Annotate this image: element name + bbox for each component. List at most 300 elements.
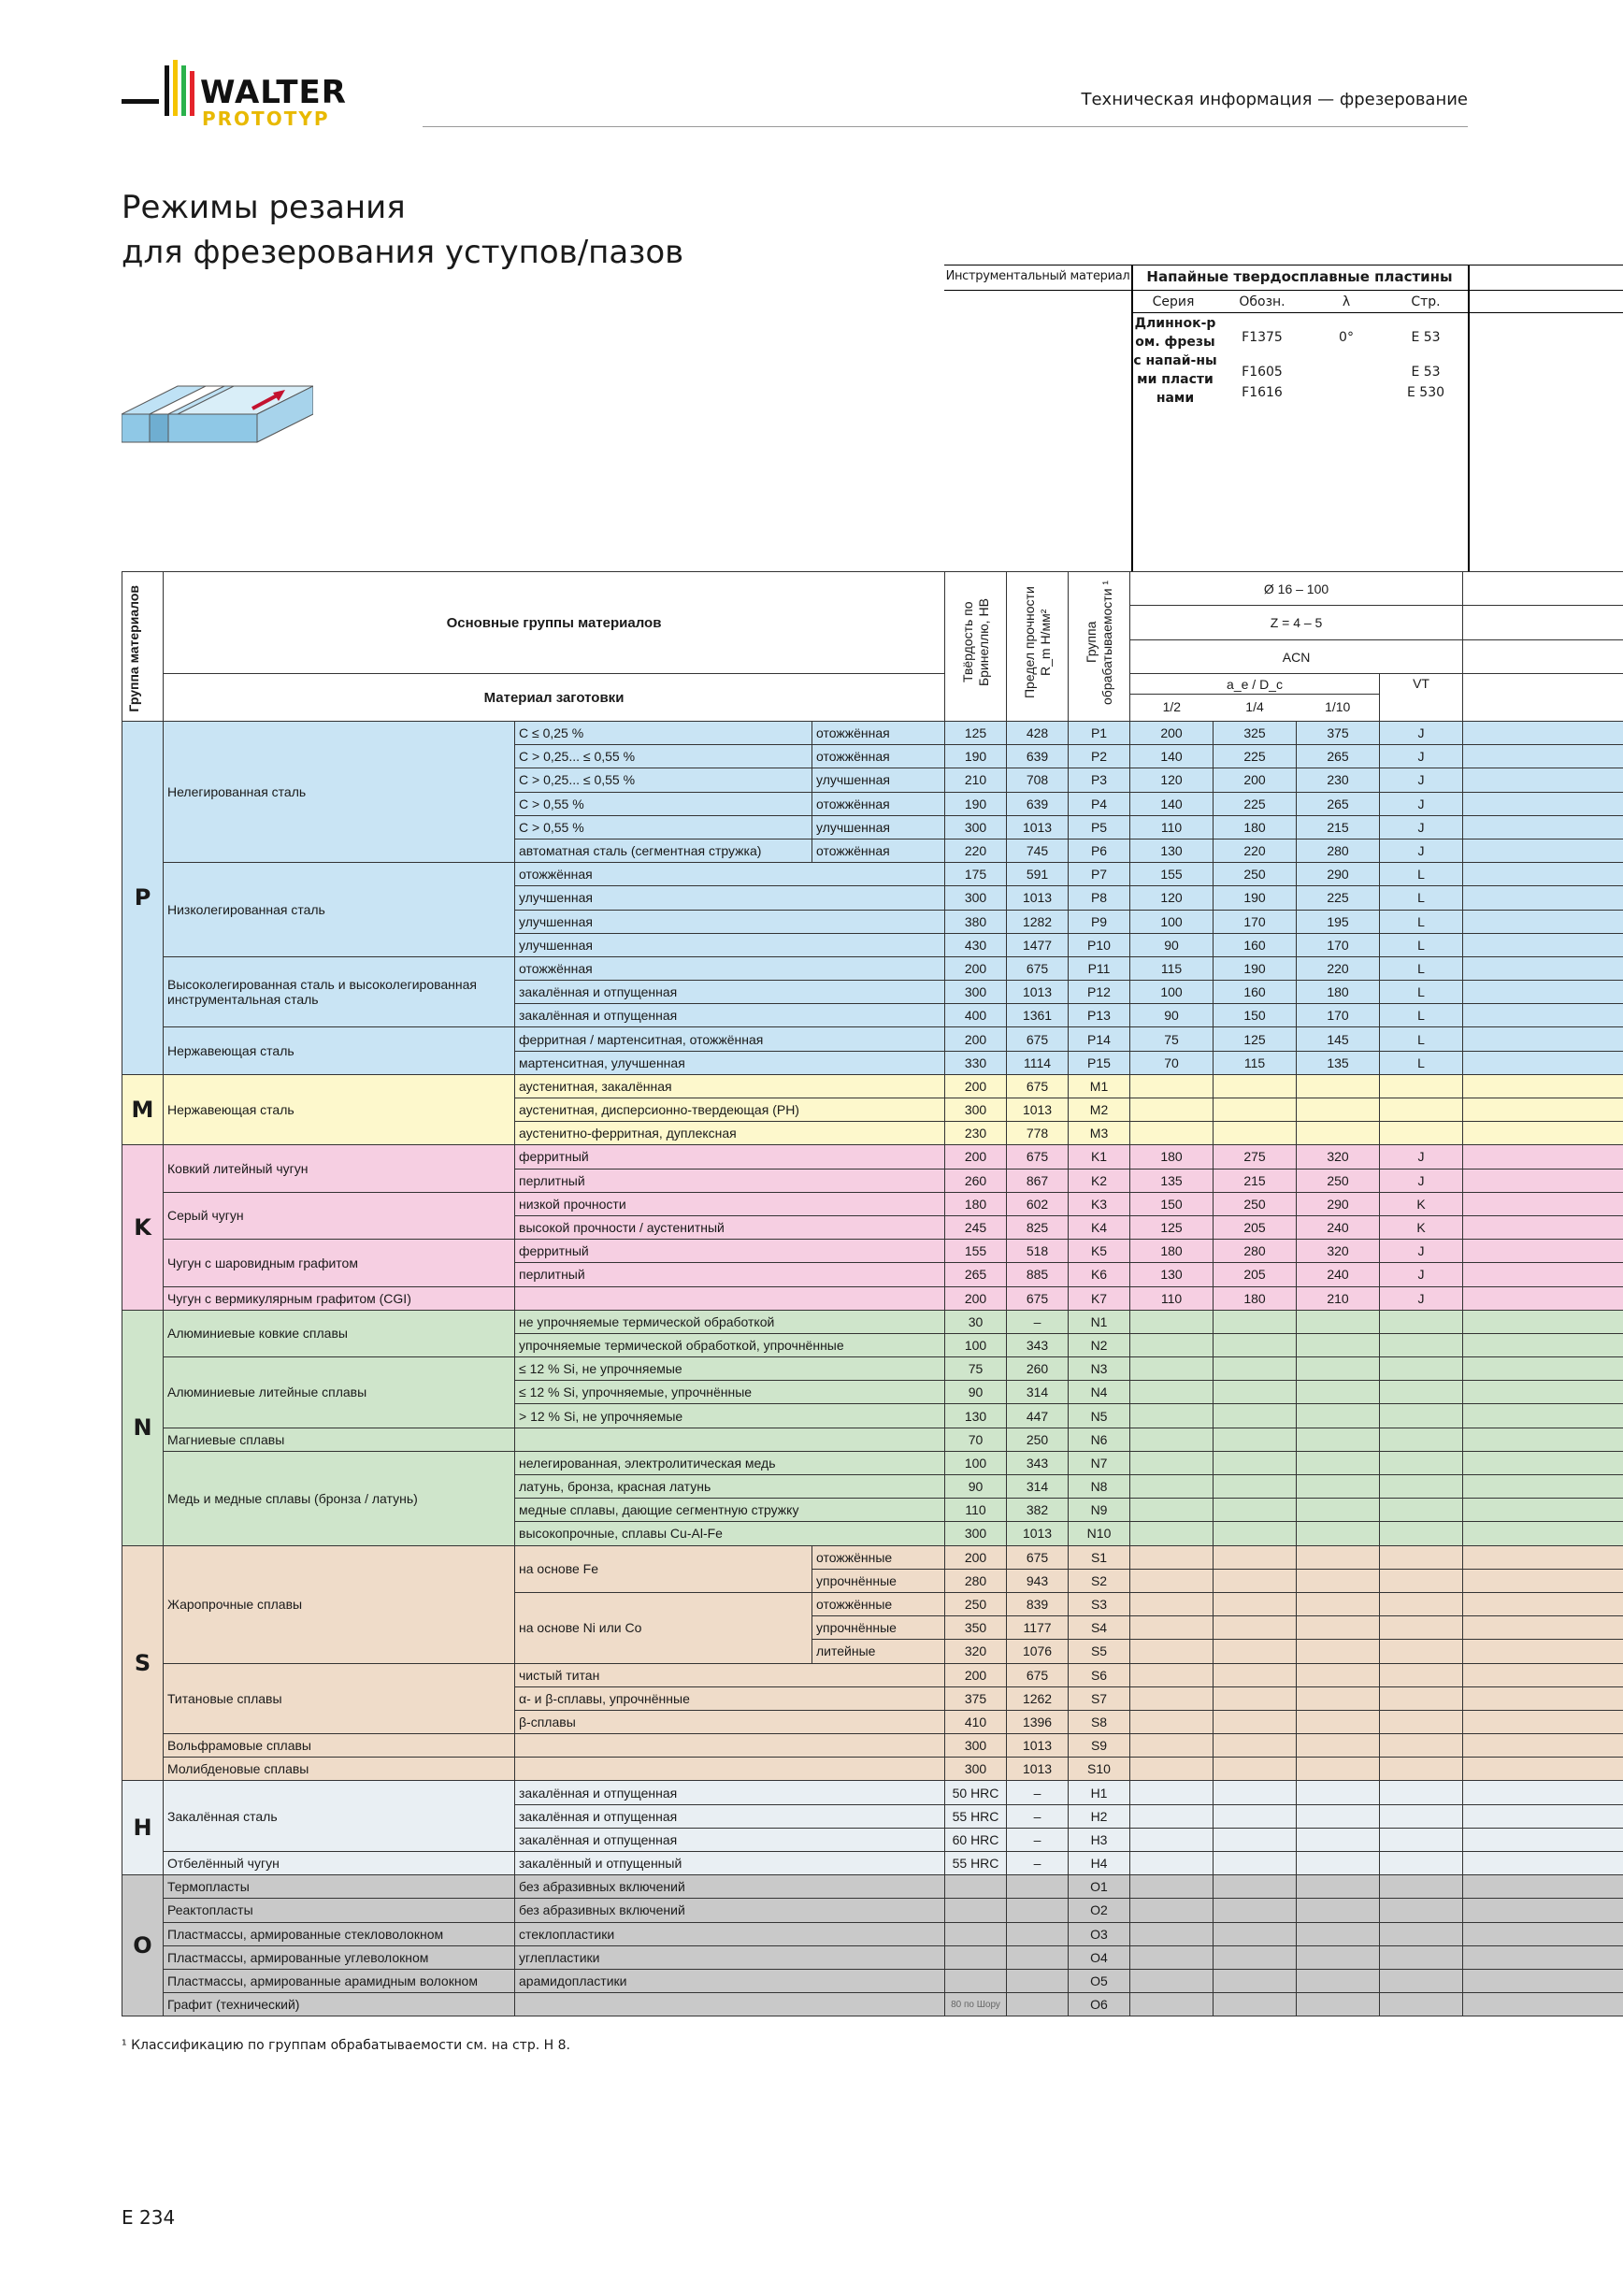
vc-ratio-1-10	[1297, 1781, 1380, 1804]
material-subtype: без абразивных включений	[515, 1899, 945, 1922]
vc-ratio-1-2	[1130, 1357, 1214, 1381]
vc-ratio-1-4	[1214, 1404, 1297, 1428]
vc-ratio-1-10	[1297, 1993, 1380, 2016]
vc-ratio-1-10: 195	[1297, 910, 1380, 933]
machinability-group: P12	[1069, 981, 1130, 1004]
tensile-strength: 745	[1007, 839, 1069, 862]
empty-cell	[1463, 1381, 1623, 1404]
material-group-letter: N	[122, 1310, 164, 1545]
empty-cell	[1463, 1640, 1623, 1663]
vt-value	[1380, 1522, 1463, 1545]
table-row	[122, 1027, 1623, 1051]
vt-value	[1380, 1616, 1463, 1640]
vc-ratio-1-2: 90	[1130, 933, 1214, 956]
ratio-3: 1/10	[1325, 699, 1351, 715]
vc-ratio-1-10	[1297, 1758, 1380, 1781]
machinability-group: O1	[1069, 1875, 1130, 1899]
tensile-strength: 1013	[1007, 886, 1069, 910]
material-name: Нержавеющая сталь	[164, 1074, 515, 1145]
vc-ratio-1-10	[1297, 1404, 1380, 1428]
empty-cell	[1463, 1499, 1623, 1522]
vc-ratio-1-2	[1130, 1875, 1214, 1899]
ratio-1: 1/2	[1162, 699, 1182, 715]
material-name: Чугун с вермикулярным графитом (CGI)	[164, 1286, 515, 1310]
hardness-hb: 50 HRC	[945, 1781, 1007, 1804]
vc-ratio-1-2	[1130, 1592, 1214, 1615]
empty-cell	[1463, 1145, 1623, 1169]
vc-ratio-1-2	[1130, 1969, 1214, 1992]
vc-ratio-1-4: 115	[1214, 1051, 1297, 1074]
vt-value: K	[1380, 1215, 1463, 1239]
vc-ratio-1-2	[1130, 1522, 1214, 1545]
machinability-group: N4	[1069, 1381, 1130, 1404]
material-subtype	[515, 1286, 945, 1310]
vc-ratio-1-4: 225	[1214, 792, 1297, 815]
hardness-hb	[945, 1969, 1007, 1992]
material-subtype: улучшенная	[515, 933, 945, 956]
page-title-line-2: для фрезерования уступов/пазов	[122, 234, 684, 271]
vc-ratio-1-2: 70	[1130, 1051, 1214, 1074]
vc-ratio-1-10: 240	[1297, 1215, 1380, 1239]
vc-ratio-1-2	[1130, 1404, 1214, 1428]
empty-cell	[1463, 1875, 1623, 1899]
vt-value	[1380, 1428, 1463, 1451]
hardness-hb: 330	[945, 1051, 1007, 1074]
material-subtype: ≤ 12 % Si, упрочняемые, упрочнённые	[515, 1381, 945, 1404]
vc-ratio-1-2	[1130, 1758, 1214, 1781]
vc-ratio-1-10: 280	[1297, 839, 1380, 862]
vt-value	[1380, 1969, 1463, 1992]
hardness-hb: 90	[945, 1475, 1007, 1499]
vt-value	[1380, 1993, 1463, 2016]
vc-ratio-1-4	[1214, 1828, 1297, 1851]
hardness-hb: 320	[945, 1640, 1007, 1663]
machinability-group: S2	[1069, 1569, 1130, 1592]
table-row	[122, 1899, 1623, 1922]
hardness-hb: 75	[945, 1357, 1007, 1381]
table-row	[122, 1286, 1623, 1310]
vc-ratio-1-4: 200	[1214, 768, 1297, 792]
vc-ratio-1-4: 190	[1214, 956, 1297, 980]
machinability-group: O2	[1069, 1899, 1130, 1922]
vt-value	[1380, 1451, 1463, 1474]
ae-dc-header	[1130, 674, 1380, 722]
hardness-hb: 55 HRC	[945, 1804, 1007, 1828]
empty-cell	[1463, 1899, 1623, 1922]
tensile-strength: 314	[1007, 1381, 1069, 1404]
hardness-hb: 410	[945, 1710, 1007, 1733]
tensile-strength: 1114	[1007, 1051, 1069, 1074]
table-row	[122, 1781, 1623, 1804]
vc-ratio-1-2	[1130, 1310, 1214, 1333]
vt-value: J	[1380, 1169, 1463, 1192]
table-row	[122, 1240, 1623, 1263]
machinability-group: P8	[1069, 886, 1130, 910]
vt-value: J	[1380, 839, 1463, 862]
vc-ratio-1-4	[1214, 1545, 1297, 1569]
empty-cell	[1463, 1734, 1623, 1758]
machinability-group: N6	[1069, 1428, 1130, 1451]
machinability-group: O5	[1069, 1969, 1130, 1992]
material-subtype: ферритная / мартенситная, отожжённая	[515, 1027, 945, 1051]
vc-ratio-1-2: 110	[1130, 815, 1214, 839]
material-subtype: C > 0,55 %	[515, 815, 812, 839]
col-page: Стр.	[1411, 294, 1441, 309]
vt-value: L	[1380, 1051, 1463, 1074]
vc-ratio-1-4	[1214, 1875, 1297, 1899]
vt-value: L	[1380, 886, 1463, 910]
vt-value	[1380, 1074, 1463, 1098]
material-group-letter: P	[122, 722, 164, 1075]
table-row	[122, 1758, 1623, 1781]
vt-value	[1380, 1758, 1463, 1781]
empty-cell	[1463, 1451, 1623, 1474]
material-subtype	[515, 1993, 945, 2016]
vc-ratio-1-10: 135	[1297, 1051, 1380, 1074]
vc-ratio-1-4	[1214, 1781, 1297, 1804]
machinability-group: P2	[1069, 745, 1130, 768]
vc-ratio-1-10	[1297, 1451, 1380, 1474]
table-row	[122, 722, 1623, 745]
table-row	[122, 1545, 1623, 1569]
material-subtype	[515, 1758, 945, 1781]
hardness-hb: 100	[945, 1451, 1007, 1474]
tensile-strength: 1013	[1007, 1758, 1069, 1781]
vc-ratio-1-10	[1297, 1333, 1380, 1356]
vt-value	[1380, 1357, 1463, 1381]
vc-ratio-1-4: 215	[1214, 1169, 1297, 1192]
material-name: Медь и медные сплавы (бронза / латунь)	[164, 1451, 515, 1545]
material-subtype: медные сплавы, дающие сегментную стружку	[515, 1499, 945, 1522]
z-header: Z = 4 – 5	[1130, 606, 1463, 639]
mg-header: Группа обрабатываемости ¹	[1069, 572, 1130, 722]
material-name: Ковкий литейный чугун	[164, 1145, 515, 1192]
tool-row-3-code: F1616	[1242, 385, 1283, 400]
material-subtype: перлитный	[515, 1263, 945, 1286]
vc-ratio-1-10	[1297, 1640, 1380, 1663]
tensile-strength	[1007, 1922, 1069, 1945]
vc-ratio-1-10: 240	[1297, 1263, 1380, 1286]
machinability-group: K1	[1069, 1145, 1130, 1169]
empty-cell	[1463, 1333, 1623, 1356]
main-groups-header: Основные группы материалов	[164, 572, 945, 674]
empty-cell	[1463, 1922, 1623, 1945]
vc-ratio-1-10	[1297, 1098, 1380, 1122]
logo-sub: PROTOTYP	[202, 108, 330, 130]
empty-cell	[1463, 745, 1623, 768]
machinability-group: S3	[1069, 1592, 1130, 1615]
hardness-hb: 300	[945, 981, 1007, 1004]
vc-ratio-1-2	[1130, 1734, 1214, 1758]
vc-ratio-1-10	[1297, 1945, 1380, 1969]
tensile-strength: 1477	[1007, 933, 1069, 956]
vc-ratio-1-10	[1297, 1734, 1380, 1758]
machinability-group: P3	[1069, 768, 1130, 792]
table-row	[122, 1922, 1623, 1945]
table-row	[122, 1357, 1623, 1381]
vt-value: J	[1380, 745, 1463, 768]
machinability-group: H1	[1069, 1781, 1130, 1804]
material-condition: улучшенная	[812, 768, 945, 792]
material-subtype: высокой прочности / аустенитный	[515, 1215, 945, 1239]
empty-cell	[1463, 863, 1623, 886]
vc-ratio-1-10	[1297, 1663, 1380, 1686]
tensile-strength: 839	[1007, 1592, 1069, 1615]
empty-cell	[1463, 1522, 1623, 1545]
vt-value: J	[1380, 1145, 1463, 1169]
vc-ratio-1-2	[1130, 1804, 1214, 1828]
hardness-hb: 380	[945, 910, 1007, 933]
empty-cell	[1463, 1663, 1623, 1686]
col-lambda: λ	[1342, 294, 1351, 309]
tensile-strength: 518	[1007, 1240, 1069, 1263]
vc-ratio-1-2: 180	[1130, 1145, 1214, 1169]
vc-ratio-1-10: 290	[1297, 1192, 1380, 1215]
vc-ratio-1-4: 160	[1214, 981, 1297, 1004]
vc-ratio-1-4: 250	[1214, 1192, 1297, 1215]
material-subtype: латунь, бронза, красная латунь	[515, 1475, 945, 1499]
hardness-hb: 60 HRC	[945, 1828, 1007, 1851]
vt-value	[1380, 1663, 1463, 1686]
material-condition: упрочнённые	[812, 1569, 945, 1592]
hardness-hb	[945, 1945, 1007, 1969]
vc-ratio-1-2	[1130, 1781, 1214, 1804]
material-subtype: ферритный	[515, 1145, 945, 1169]
vc-ratio-1-2	[1130, 1098, 1214, 1122]
table-row	[122, 1734, 1623, 1758]
grade-header: ACN	[1130, 639, 1463, 673]
material-subtype: на основе Fe	[515, 1545, 812, 1592]
material-condition: улучшенная	[812, 815, 945, 839]
vt-value	[1380, 1475, 1463, 1499]
tensile-strength: 1013	[1007, 1734, 1069, 1758]
empty-cell	[1463, 1074, 1623, 1098]
hardness-hb: 70	[945, 1428, 1007, 1451]
vc-ratio-1-2: 120	[1130, 886, 1214, 910]
tensile-strength: 825	[1007, 1215, 1069, 1239]
tensile-strength: 675	[1007, 1074, 1069, 1098]
vc-ratio-1-4	[1214, 1357, 1297, 1381]
vc-ratio-1-10	[1297, 1475, 1380, 1499]
vc-ratio-1-2: 75	[1130, 1027, 1214, 1051]
hardness-hb: 430	[945, 933, 1007, 956]
hardness-hb: 210	[945, 768, 1007, 792]
vc-ratio-1-4	[1214, 1663, 1297, 1686]
vc-ratio-1-4	[1214, 1592, 1297, 1615]
vt-value	[1380, 1804, 1463, 1828]
tensile-strength: 250	[1007, 1428, 1069, 1451]
vt-value	[1380, 1945, 1463, 1969]
vc-ratio-1-4: 275	[1214, 1145, 1297, 1169]
table-row	[122, 1663, 1623, 1686]
empty-cell	[1463, 1357, 1623, 1381]
vt-value: L	[1380, 956, 1463, 980]
machinability-group: O3	[1069, 1922, 1130, 1945]
vt-value	[1380, 1569, 1463, 1592]
empty-cell	[1463, 886, 1623, 910]
table-row	[122, 1875, 1623, 1899]
empty-cell	[1463, 956, 1623, 980]
vc-ratio-1-4: 250	[1214, 863, 1297, 886]
vc-ratio-1-2	[1130, 1899, 1214, 1922]
vt-value	[1380, 1852, 1463, 1875]
vc-ratio-1-4: 180	[1214, 1286, 1297, 1310]
hardness-hb	[945, 1899, 1007, 1922]
vt-value: L	[1380, 1004, 1463, 1027]
hardness-hb: 190	[945, 792, 1007, 815]
vc-ratio-1-10: 225	[1297, 886, 1380, 910]
vt-value: J	[1380, 768, 1463, 792]
empty-cell	[1463, 815, 1623, 839]
material-name: Молибденовые сплавы	[164, 1758, 515, 1781]
footnote: ¹ Классификацию по группам обрабатываемости см. на стр. H 8.	[122, 2038, 570, 2053]
page-title-line-1: Режимы резания	[122, 189, 406, 226]
material-name: Титановые сплавы	[164, 1663, 515, 1734]
vc-ratio-1-2	[1130, 1074, 1214, 1098]
vc-ratio-1-2	[1130, 1333, 1214, 1356]
vc-ratio-1-2	[1130, 1945, 1214, 1969]
empty-cell	[1463, 1758, 1623, 1781]
material-name: Термопласты	[164, 1875, 515, 1899]
vc-ratio-1-10: 320	[1297, 1240, 1380, 1263]
hardness-hb: 300	[945, 815, 1007, 839]
machinability-group: N1	[1069, 1310, 1130, 1333]
material-subtype: арамидопластики	[515, 1969, 945, 1992]
machinability-group: P15	[1069, 1051, 1130, 1074]
tensile-strength: 1396	[1007, 1710, 1069, 1733]
empty-cell	[1463, 1263, 1623, 1286]
hardness-hb: 300	[945, 886, 1007, 910]
empty-cell	[1463, 1993, 1623, 2016]
vc-ratio-1-2	[1130, 1475, 1214, 1499]
vc-ratio-1-10	[1297, 1522, 1380, 1545]
vt-value	[1380, 1781, 1463, 1804]
tensile-strength: –	[1007, 1310, 1069, 1333]
hardness-hb: 30	[945, 1310, 1007, 1333]
material-subtype: закалённая и отпущенная	[515, 981, 945, 1004]
vc-ratio-1-2	[1130, 1640, 1214, 1663]
hardness-hb: 130	[945, 1404, 1007, 1428]
material-subtype: C ≤ 0,25 %	[515, 722, 812, 745]
vc-ratio-1-4	[1214, 1451, 1297, 1474]
machinability-group: N5	[1069, 1404, 1130, 1428]
vc-ratio-1-2: 100	[1130, 910, 1214, 933]
material-subtype: β-сплавы	[515, 1710, 945, 1733]
material-subtype: C > 0,25... ≤ 0,55 %	[515, 768, 812, 792]
vc-ratio-1-4	[1214, 1686, 1297, 1710]
tool-row-1-code: F1375	[1242, 330, 1283, 345]
hardness-hb: 230	[945, 1122, 1007, 1145]
hardness-hb: 300	[945, 1522, 1007, 1545]
vc-ratio-1-10: 220	[1297, 956, 1380, 980]
tensile-strength: 639	[1007, 745, 1069, 768]
material-condition: отожжённая	[812, 745, 945, 768]
tensile-strength: 867	[1007, 1169, 1069, 1192]
material-name: Реактопласты	[164, 1899, 515, 1922]
machinability-group: O4	[1069, 1945, 1130, 1969]
material-subtype: нелегированная, электролитическая медь	[515, 1451, 945, 1474]
hardness-hb: 265	[945, 1263, 1007, 1286]
vc-ratio-1-4	[1214, 1945, 1297, 1969]
empty-cell	[1463, 1310, 1623, 1333]
hardness-hb: 80 по Шору	[945, 1993, 1007, 2016]
vt-value: L	[1380, 933, 1463, 956]
material-subtype: закалённый и отпущенный	[515, 1852, 945, 1875]
vc-ratio-1-4	[1214, 1899, 1297, 1922]
material-name: Графит (технический)	[164, 1993, 515, 2016]
vc-ratio-1-4	[1214, 1640, 1297, 1663]
vc-ratio-1-4	[1214, 1333, 1297, 1356]
vc-ratio-1-4	[1214, 1522, 1297, 1545]
hardness-hb: 55 HRC	[945, 1852, 1007, 1875]
material-name: Магниевые сплавы	[164, 1428, 515, 1451]
hardness-hb: 155	[945, 1240, 1007, 1263]
material-subtype: высокопрочные, сплавы Cu-Al-Fe	[515, 1522, 945, 1545]
vc-ratio-1-10: 230	[1297, 768, 1380, 792]
material-subtype: не упрочняемые термической обработкой	[515, 1310, 945, 1333]
machinability-group: K2	[1069, 1169, 1130, 1192]
material-name: Нелегированная сталь	[164, 722, 515, 863]
vc-ratio-1-10	[1297, 1122, 1380, 1145]
machinability-group: K6	[1069, 1263, 1130, 1286]
tensile-strength: 343	[1007, 1451, 1069, 1474]
hardness-hb: 260	[945, 1169, 1007, 1192]
tensile-strength: 1282	[1007, 910, 1069, 933]
vc-ratio-1-4: 160	[1214, 933, 1297, 956]
hardness-hb: 175	[945, 863, 1007, 886]
table-row	[122, 1969, 1623, 1992]
vc-ratio-1-2: 125	[1130, 1215, 1214, 1239]
tensile-strength	[1007, 1993, 1069, 2016]
machinability-group: O6	[1069, 1993, 1130, 2016]
page-title	[122, 185, 683, 275]
vc-ratio-1-10	[1297, 1592, 1380, 1615]
vc-ratio-1-4: 325	[1214, 722, 1297, 745]
hardness-hb: 250	[945, 1592, 1007, 1615]
machinability-group: S9	[1069, 1734, 1130, 1758]
vc-ratio-1-2	[1130, 1686, 1214, 1710]
empty-cell	[1463, 792, 1623, 815]
vc-ratio-1-4	[1214, 1734, 1297, 1758]
material-subtype: улучшенная	[515, 886, 945, 910]
material-subtype: без абразивных включений	[515, 1875, 945, 1899]
vt-value	[1380, 1098, 1463, 1122]
vc-ratio-1-4	[1214, 1310, 1297, 1333]
vt-value: J	[1380, 722, 1463, 745]
material-name: Высоколегированная сталь и высоколегированная инструментальная сталь	[164, 956, 515, 1027]
empty-cell	[1463, 1475, 1623, 1499]
tensile-strength: 675	[1007, 956, 1069, 980]
vc-ratio-1-10: 265	[1297, 745, 1380, 768]
vc-ratio-1-4	[1214, 1122, 1297, 1145]
material-name: Жаропрочные сплавы	[164, 1545, 515, 1663]
vc-ratio-1-2	[1130, 1828, 1214, 1851]
tensile-strength: 943	[1007, 1569, 1069, 1592]
tool-material: Напайные твердосплавные пластины	[1146, 268, 1453, 285]
vc-ratio-1-2	[1130, 1710, 1214, 1733]
vc-ratio-1-4: 280	[1214, 1240, 1297, 1263]
ae-dc-label: a_e / D_c	[1130, 674, 1379, 695]
vc-ratio-1-4	[1214, 1922, 1297, 1945]
material-condition: отожжённая	[812, 792, 945, 815]
machinability-group: K5	[1069, 1240, 1130, 1263]
vt-value	[1380, 1381, 1463, 1404]
vc-ratio-1-10	[1297, 1852, 1380, 1875]
material-subtype	[515, 1428, 945, 1451]
tensile-strength: 1262	[1007, 1686, 1069, 1710]
vt-value	[1380, 1499, 1463, 1522]
material-group-letter: H	[122, 1781, 164, 1875]
